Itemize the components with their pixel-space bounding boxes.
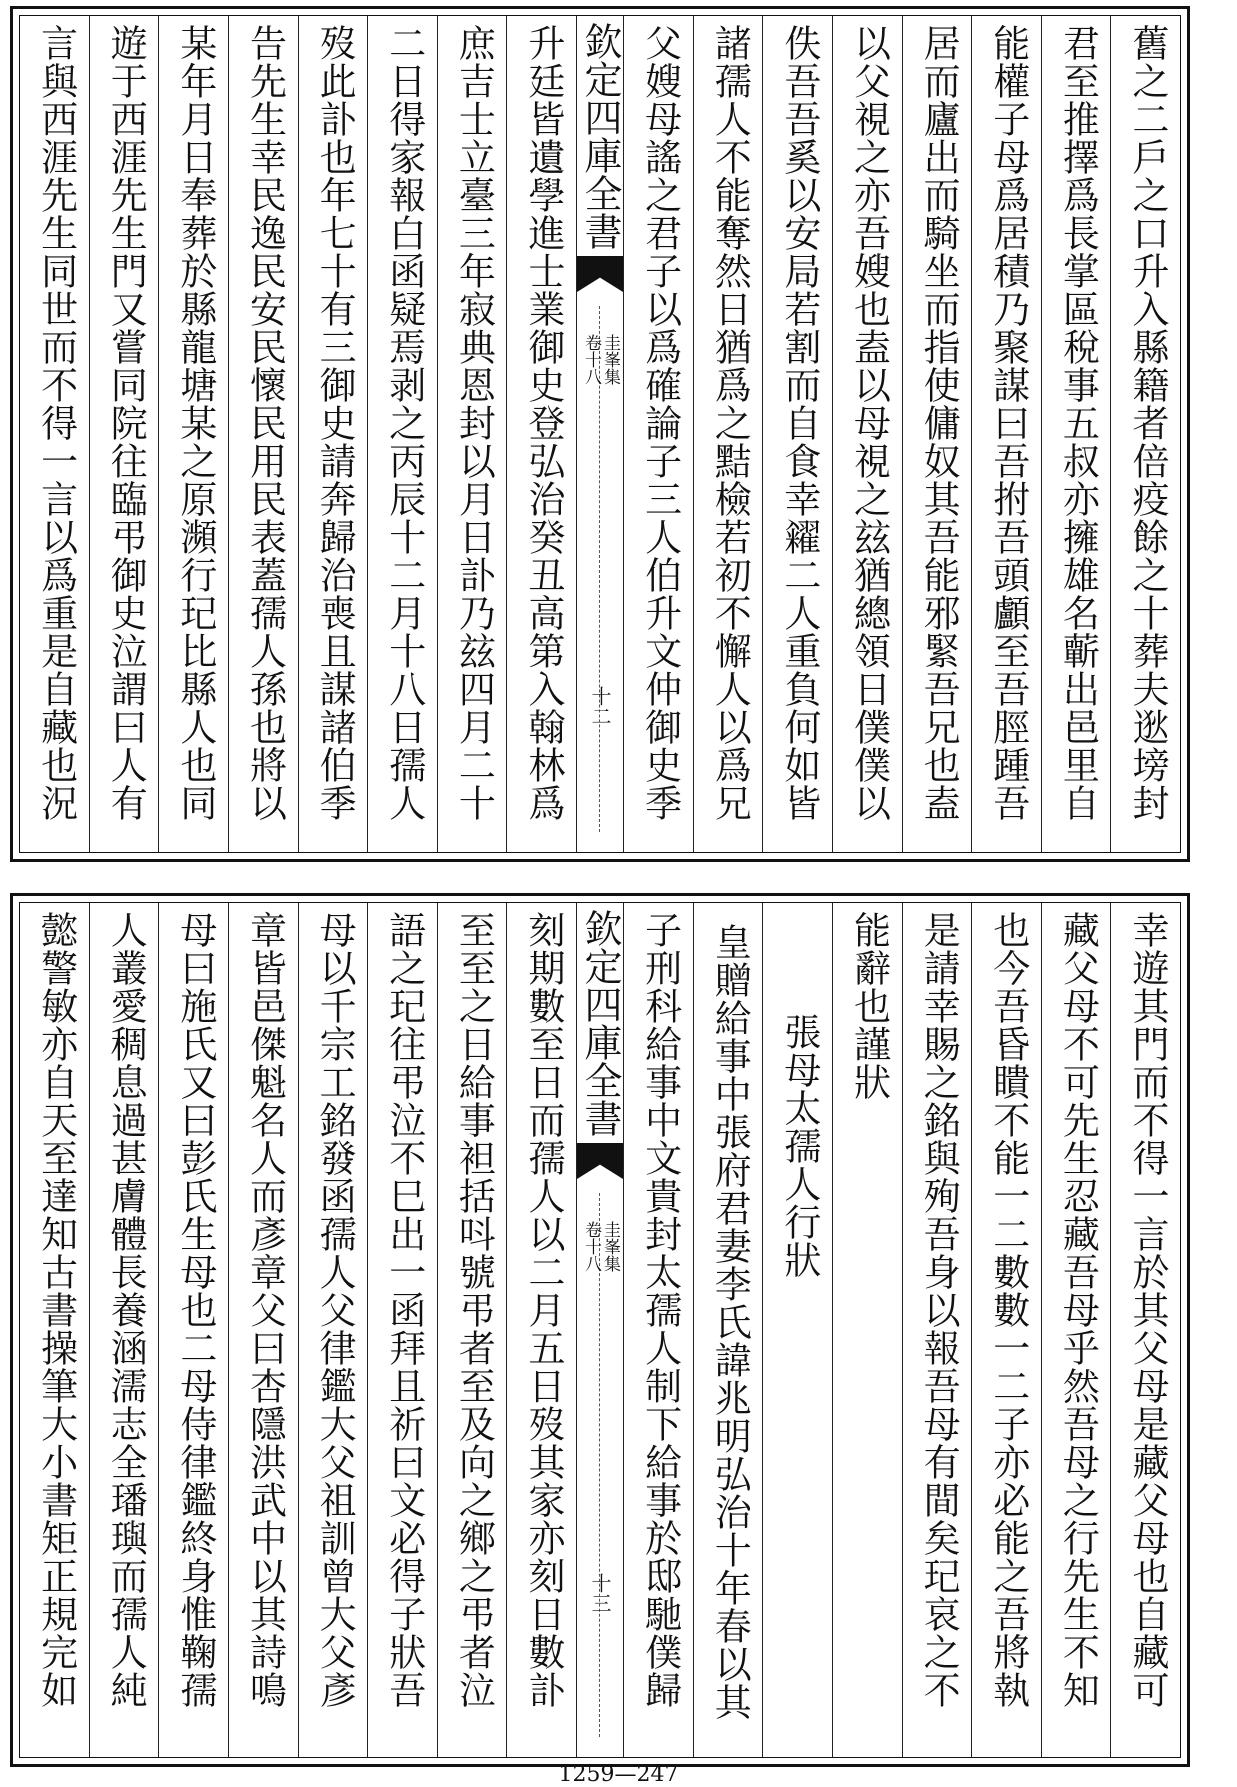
- fishtail-mark-icon: [577, 1143, 623, 1179]
- top-page-frame: [19, 15, 1181, 853]
- text-column: 以父視之亦吾嫂也盍以母視之玆猶總領日僕僕以: [832, 16, 902, 852]
- text-column: 居而廬出而騎坐而指使傭奴其吾能邪緊吾兄也盍: [902, 16, 972, 852]
- text-column: 也今吾昏瞶不能一二數數一二子亦必能之吾將執: [971, 903, 1041, 1757]
- text-column: 歿此訃也年七十有三御史請奔歸治喪且謀諸伯季: [298, 16, 368, 852]
- text-column: 能權子母爲居積乃聚謀曰吾拊吾頭顱至吾脛踵吾: [971, 16, 1041, 852]
- fishtail-mark-icon: [577, 256, 623, 292]
- text-column: 父嫂母謠之君子以爲確論子三人伯升文仲御史季: [623, 16, 693, 852]
- top-page: [10, 6, 1190, 862]
- text-column: 母曰施氏又曰彭氏生母也二母侍律鑑終身惟鞠孺: [158, 903, 228, 1757]
- juan-number: 卷十八: [581, 1221, 601, 1272]
- leaf-number: 十三: [588, 1573, 612, 1613]
- text-column: 幸遊其門而不得一言於其父母是藏父母也自藏可: [1110, 903, 1180, 1757]
- fold-rule: [599, 1193, 601, 1737]
- library-title: 欽定四庫全書: [578, 22, 622, 250]
- text-column: 刻期數至日而孺人以二月五日歿其家亦刻日數訃: [506, 903, 576, 1757]
- center-fold-margin: [576, 16, 623, 852]
- text-column: 章皆邑傑魁名人而彥章父曰杏隱洪武中以其詩鳴: [228, 903, 298, 1757]
- text-column: 子刑科給事中文貴封太孺人制下給事於邸馳僕歸: [623, 903, 693, 1757]
- text-column: 皇贈給事中張府君妻李氏諱兆明弘治十年春以其: [693, 903, 763, 1757]
- text-column: 舊之二戶之口升入縣籍者倍疫餘之十葬夫逖塝封: [1110, 16, 1180, 852]
- bottom-page: [10, 893, 1190, 1767]
- text-column: 人叢愛稠息過甚膚體長養涵濡志全璠璵而孺人純: [89, 903, 159, 1757]
- text-column: 藏父母不可先生忍藏吾母乎然吾母之行先生不知: [1041, 903, 1111, 1757]
- volume-label: [581, 334, 619, 385]
- text-column: 庶吉士立臺三年寂典恩封以月日訃乃玆四月二十: [437, 16, 507, 852]
- text-column: 君至推擇爲長掌區稅事五叔亦擁雄名蘄出邑里自: [1041, 16, 1111, 852]
- library-title: 欽定四庫全書: [578, 909, 622, 1137]
- text-column: 懿警敏亦自天至達知古書操筆大小書矩正規完如: [34, 911, 78, 1709]
- leaf-number: 十二: [588, 686, 612, 726]
- text-column: 升廷皆遺學進士業御史登弘治癸丑高第入翰林爲: [506, 16, 576, 852]
- page-footer-number: 1259—247: [558, 1762, 679, 1787]
- volume-label: [581, 1221, 619, 1272]
- text-column: 佚吾吾奚以安局若割而自食幸糴二人重負何如皆: [762, 16, 832, 852]
- collection-name: 圭峯集: [600, 334, 620, 385]
- text-column: 母以千宗工銘發函孺人父律鑑大父祖訓曾大父彥: [298, 903, 368, 1757]
- center-fold-margin: [576, 903, 623, 1757]
- text-column: 二日得家報白函疑焉剥之丙辰十二月十八日孺人: [367, 16, 437, 852]
- text-column: 言與西涯先生同世而不得一言以爲重是自藏也況: [34, 24, 78, 822]
- text-column: 能辭也謹狀: [832, 903, 902, 1757]
- section-title: 張母太孺人行狀: [762, 903, 832, 1757]
- text-column: 遊于西涯先生門又嘗同院往臨弔御史泣謂曰人有: [89, 16, 159, 852]
- text-column: 是請幸賜之銘與殉吾身以報吾母有間矣玘哀之不: [902, 903, 972, 1757]
- text-column: 某年月日奉葬於縣龍塘某之原瀕行玘比縣人也同: [158, 16, 228, 852]
- text-column: 告先生幸民逸民安民懷民用民表蓋孺人孫也將以: [228, 16, 298, 852]
- bottom-page-frame: [19, 902, 1181, 1758]
- text-column: 至至之日給事袒括呌號弔者至及向之鄉之弔者泣: [437, 903, 507, 1757]
- collection-name: 圭峯集: [600, 1221, 620, 1272]
- juan-number: 卷十八: [581, 334, 601, 385]
- text-column: 語之玘往弔泣不巳出一函拜且祈曰文必得子狀吾: [367, 903, 437, 1757]
- text-column: 諸孺人不能奪然日猶爲之黠檢若初不懈人以爲兄: [693, 16, 763, 852]
